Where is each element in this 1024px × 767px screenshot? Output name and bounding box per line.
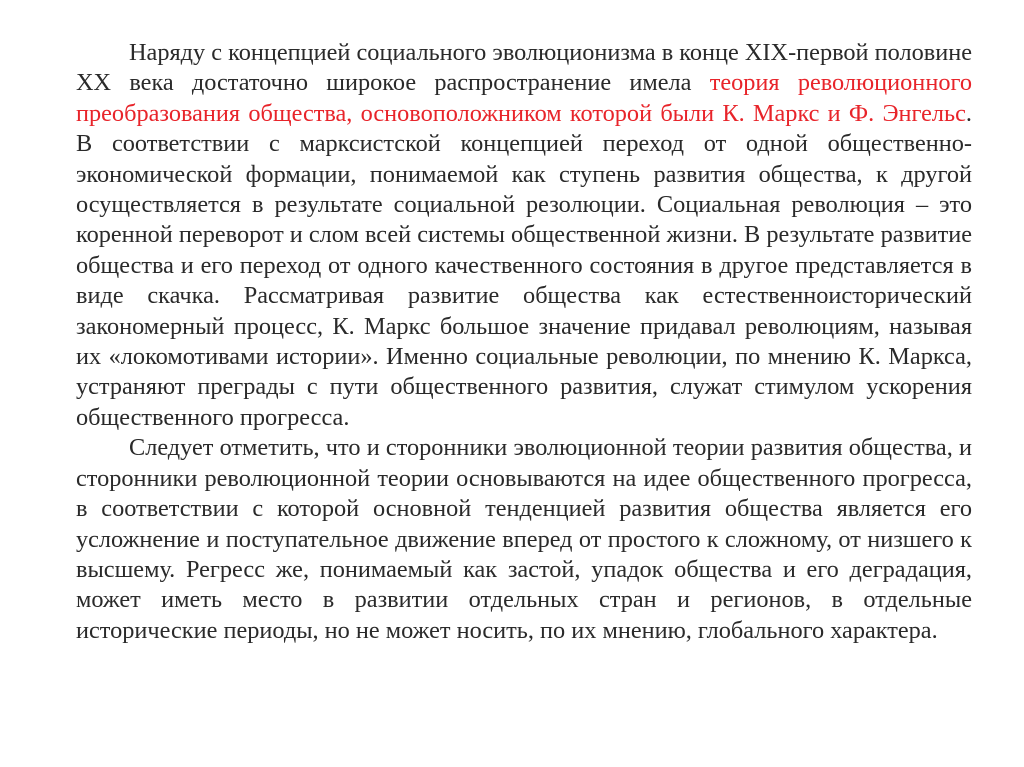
paragraph-1-intro: Наряду с концепцией социального эволюционизма в конце XIX-первой половине XX века достаточно широкое распространение имела [76,39,972,97]
paragraph-social-progress [76,433,972,646]
paragraph-2-text: Следует отметить, что и сторонники эволюционной теории развития общества, и сторонники революционной теории основываются на идее общественного прогресса, в соответствии с которой основной тенденцией развития общества является его усложнение и поступательное движение вперед от простого к сложному, от низшего к высшему. Регресс же, понимаемый как застой, упадок общества и его деградация, может иметь место в развитии отдельных стран и регионов, в отдельные исторические периоды, но не может носить, по их мнению, глобального характера. [76,434,972,644]
paragraph-evolution-revolution [76,38,972,433]
text-block [76,38,972,646]
highlighted-theory-text: теория революционного преобразования общества, основоположником которой были К. Маркс и Ф. Энгельс [76,69,972,127]
paragraph-1-rest: . В соответствии с марксистской концепцией переход от одной общественно-экономической формации, понимаемой как ступень развития общества, к другой осуществляется в результате социальной резолюции. Социальная революция – это коренной переворот и слом всей системы общественной жизни. В результате развитие общества и его переход от одного качественного состояния в другое представляется в виде скачка. Рассматривая развитие общества как естественноисторический закономерный процесс, К. Маркс большое значение придавал революциям, называя их «локомотивами истории». Именно социальные революции, по мнению К. Маркса, устраняют преграды с пути общественного развития, служат стимулом ускорения общественного прогресса. [76,99,972,431]
